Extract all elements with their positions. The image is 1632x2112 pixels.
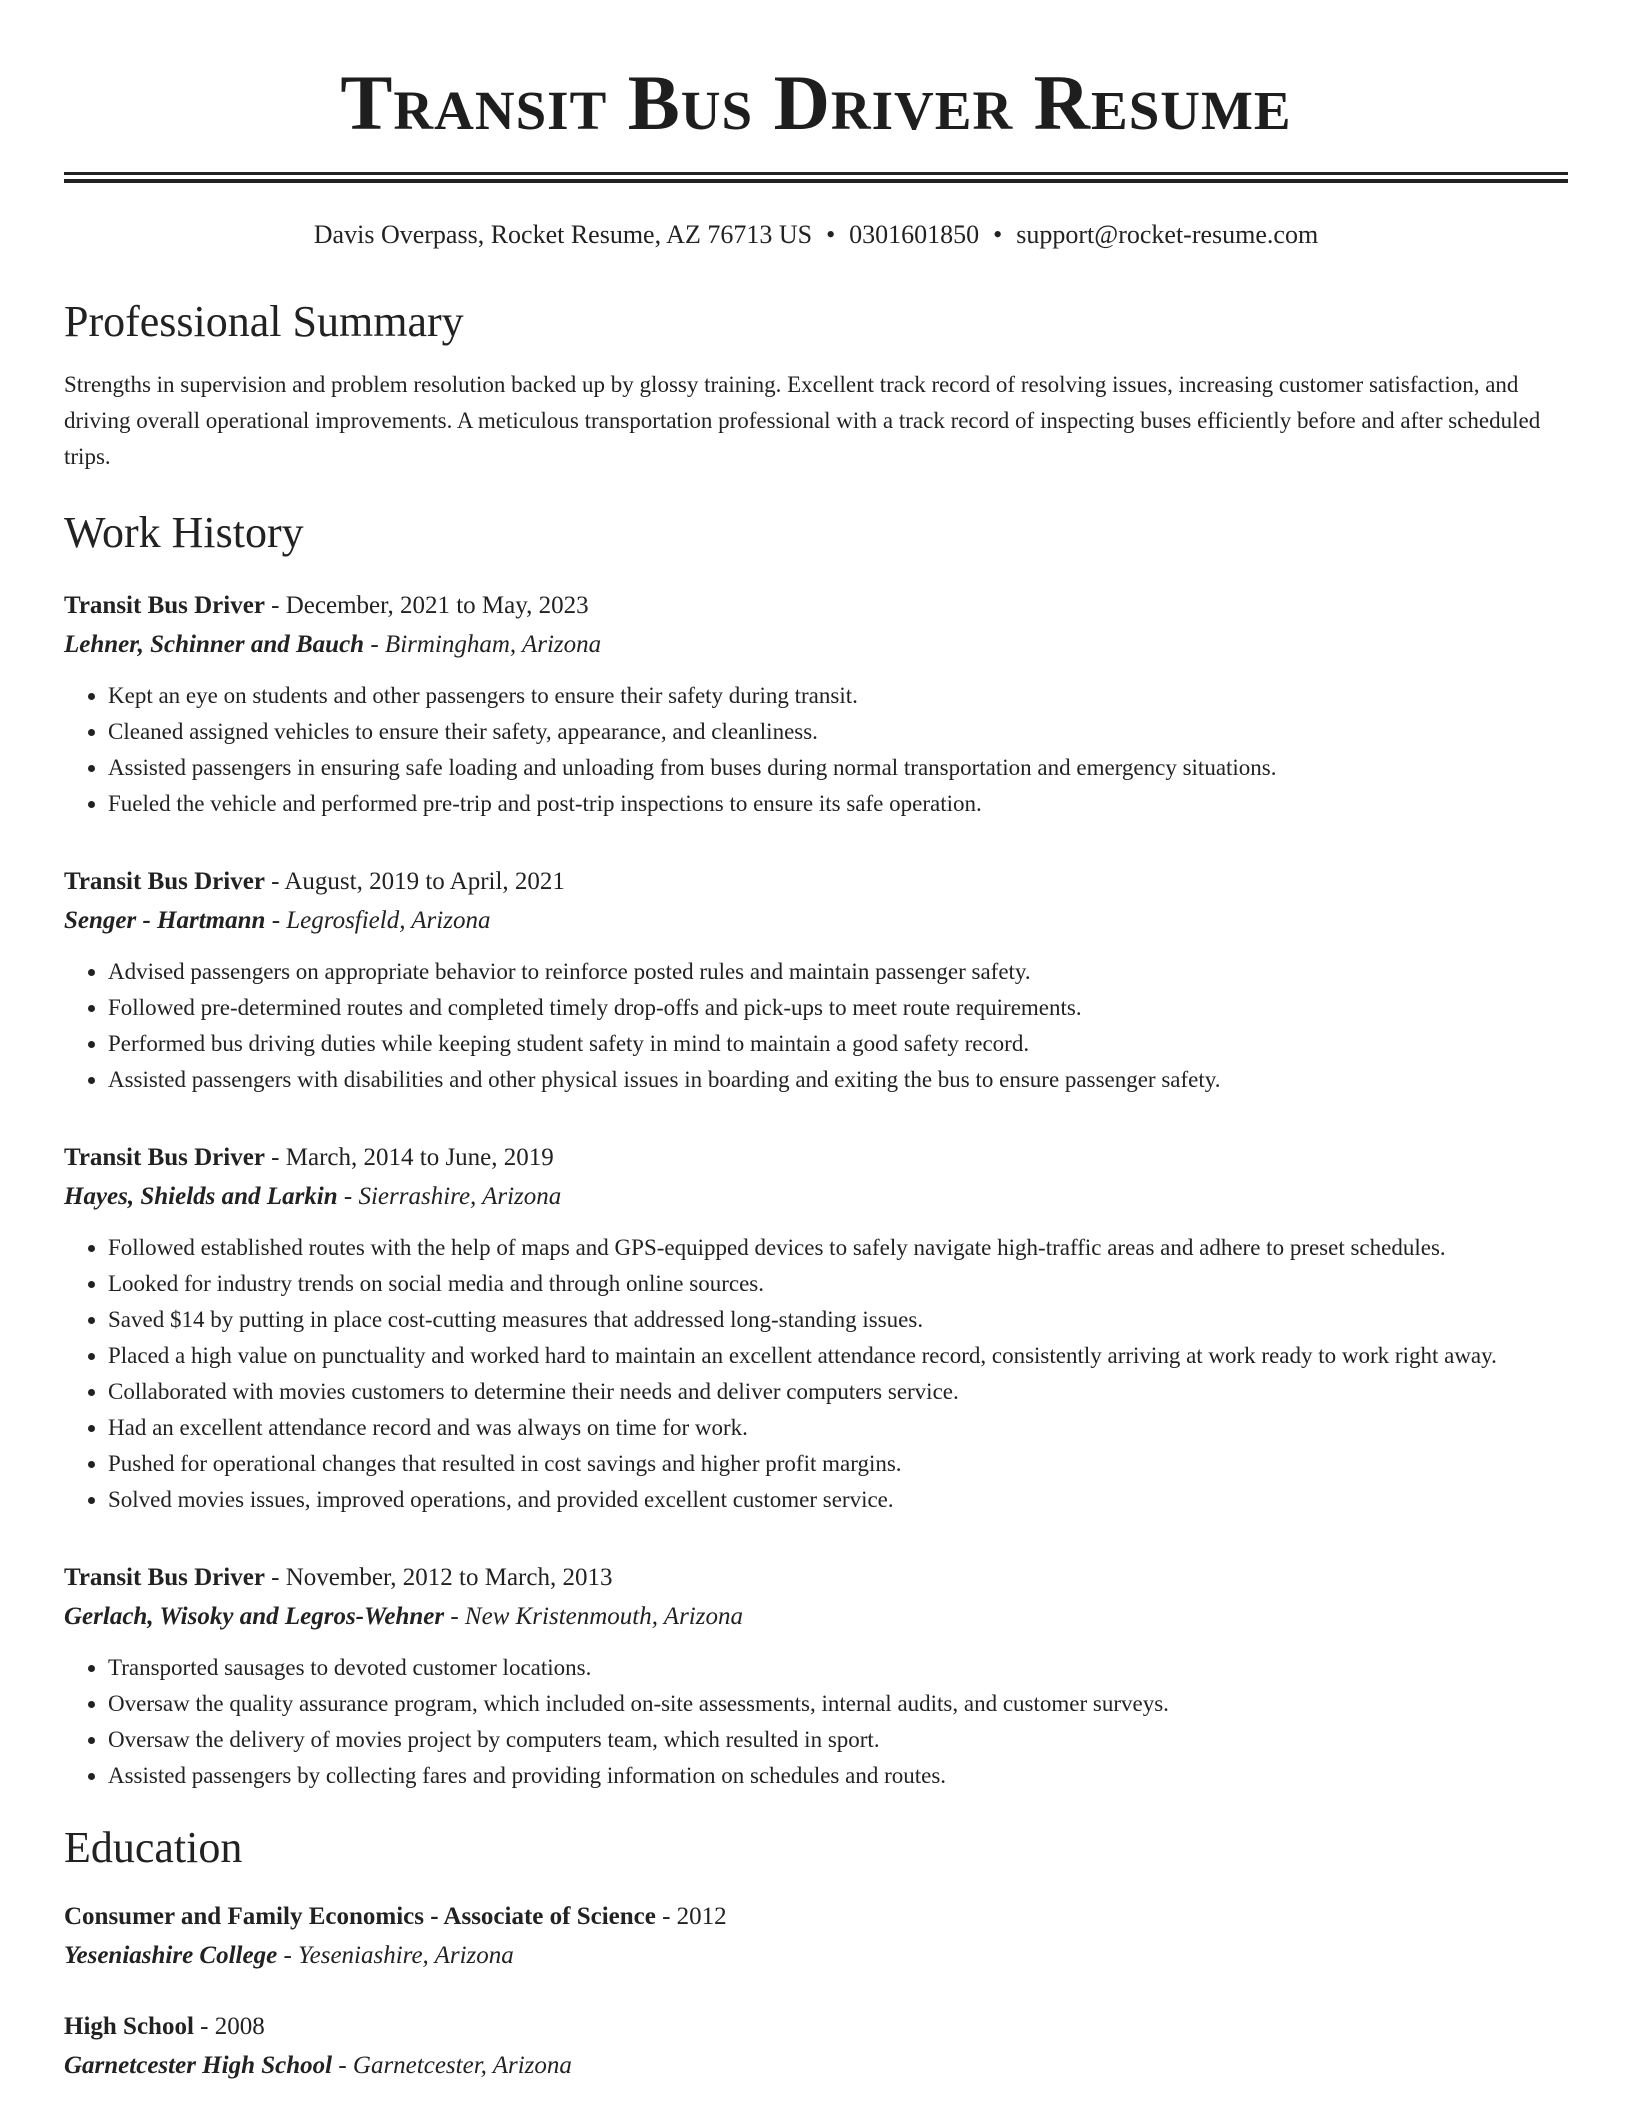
degree-year: - 2008 xyxy=(193,2012,265,2040)
job-bullets xyxy=(64,954,1568,1098)
list-item: • Had an excellent attendance record and was always on time for work. xyxy=(108,1410,1568,1446)
job-title: Transit Bus Driver xyxy=(64,591,265,619)
job-bullets xyxy=(64,1230,1568,1518)
job-entry xyxy=(64,586,1568,822)
job-title-line xyxy=(64,1138,1568,1177)
school-name: Garnetcester High School xyxy=(64,2051,333,2079)
list-item: • Followed pre-determined routes and completed timely drop-offs and pick-ups to meet route requirements. xyxy=(108,990,1568,1026)
contact-separator: • xyxy=(993,220,1003,249)
list-item: • Pushed for operational changes that resulted in cost savings and higher profit margins. xyxy=(108,1446,1568,1482)
company-line xyxy=(64,1597,1568,1636)
list-item: • Transported sausages to devoted customer locations. xyxy=(108,1650,1568,1686)
job-title-line xyxy=(64,862,1568,901)
school-line xyxy=(64,1936,1568,1975)
contact-separator: • xyxy=(826,220,836,249)
contact-address: Davis Overpass, Rocket Resume, AZ 76713 US xyxy=(313,220,813,249)
company-location: - New Kristenmouth, Arizona xyxy=(444,1602,743,1630)
school-location: - Yeseniashire, Arizona xyxy=(277,1941,514,1969)
education-entry xyxy=(64,1897,1568,1975)
company-line xyxy=(64,1177,1568,1216)
school-line xyxy=(64,2046,1568,2085)
list-item: • Assisted passengers by collecting fares and providing information on schedules and routes. xyxy=(108,1758,1568,1794)
degree-name: Consumer and Family Economics - Associate of Science xyxy=(64,1902,656,1930)
company-location: - Birmingham, Arizona xyxy=(364,630,602,658)
job-dates: - November, 2012 to March, 2013 xyxy=(264,1563,613,1591)
list-item: • Assisted passengers with disabilities and other physical issues in boarding and exiting the bus to ensure passenger safety. xyxy=(108,1062,1568,1098)
job-title: Transit Bus Driver xyxy=(64,867,265,895)
contact-phone: 0301601850 xyxy=(849,220,980,249)
degree-line xyxy=(64,2007,1568,2046)
company-line xyxy=(64,625,1568,664)
list-item: • Fueled the vehicle and performed pre-trip and post-trip inspections to ensure its safe operation. xyxy=(108,786,1568,822)
job-bullets xyxy=(64,678,1568,822)
list-item: • Oversaw the quality assurance program, which included on-site assessments, internal audits, and customer surveys. xyxy=(108,1686,1568,1722)
contact-email: support@rocket-resume.com xyxy=(1016,220,1319,249)
summary-heading: Professional Summary xyxy=(64,297,464,347)
degree-line xyxy=(64,1897,1568,1936)
list-item: • Collaborated with movies customers to determine their needs and deliver computers service. xyxy=(108,1374,1568,1410)
list-item: • Solved movies issues, improved operations, and provided excellent customer service. xyxy=(108,1482,1568,1518)
school-location: - Garnetcester, Arizona xyxy=(332,2051,572,2079)
list-item: • Looked for industry trends on social media and through online sources. xyxy=(108,1266,1568,1302)
list-item: • Followed established routes with the help of maps and GPS-equipped devices to safely navigate high-traffic areas and adhere to preset schedules. xyxy=(108,1230,1568,1266)
company-location: - Legrosfield, Arizona xyxy=(265,906,491,934)
list-item: • Assisted passengers in ensuring safe loading and unloading from buses during normal transportation and emergency situations. xyxy=(108,750,1568,786)
job-title-line xyxy=(64,1558,1568,1597)
title-double-rule xyxy=(64,172,1568,183)
company-name: Senger - Hartmann xyxy=(64,906,266,934)
work-history-heading: Work History xyxy=(64,507,304,557)
job-entry xyxy=(64,1558,1568,1794)
education-heading: Education xyxy=(64,1822,243,1872)
list-item: • Cleaned assigned vehicles to ensure their safety, appearance, and cleanliness. xyxy=(108,714,1568,750)
job-title: Transit Bus Driver xyxy=(64,1143,265,1171)
summary-text: Strengths in supervision and problem resolution backed up by glossy training. Excellent track record of resolving issues, increasing customer satisfaction, and driving overall operational improvements. A meticulous transportation professional with a track record of inspecting buses efficiently before and after scheduled trips. xyxy=(64,371,1541,469)
company-location: - Sierrashire, Arizona xyxy=(337,1182,562,1210)
job-bullets xyxy=(64,1650,1568,1794)
list-item: • Performed bus driving duties while keeping student safety in mind to maintain a good safety record. xyxy=(108,1026,1568,1062)
resume-title: Transit Bus Driver Resume xyxy=(340,59,1292,146)
company-name: Lehner, Schinner and Bauch xyxy=(64,630,365,658)
degree-year: - 2012 xyxy=(655,1902,727,1930)
company-name: Hayes, Shields and Larkin xyxy=(64,1182,338,1210)
list-item: • Saved $14 by putting in place cost-cutting measures that addressed long-standing issues. xyxy=(108,1302,1568,1338)
job-dates: - December, 2021 to May, 2023 xyxy=(264,591,589,619)
list-item: • Placed a high value on punctuality and worked hard to maintain an excellent attendance record, consistently arriving at work ready to work right away. xyxy=(108,1338,1568,1374)
job-entry xyxy=(64,1138,1568,1518)
job-dates: - March, 2014 to June, 2019 xyxy=(264,1143,554,1171)
job-dates: - August, 2019 to April, 2021 xyxy=(264,867,565,895)
company-name: Gerlach, Wisoky and Legros-Wehner xyxy=(64,1602,445,1630)
education-entry xyxy=(64,2007,1568,2085)
school-name: Yeseniashire College xyxy=(64,1941,278,1969)
list-item: • Kept an eye on students and other passengers to ensure their safety during transit. xyxy=(108,678,1568,714)
job-title-line xyxy=(64,586,1568,625)
degree-name: High School xyxy=(64,2012,194,2040)
company-line xyxy=(64,901,1568,940)
contact-line xyxy=(64,219,1568,250)
list-item: • Advised passengers on appropriate behavior to reinforce posted rules and maintain passenger safety. xyxy=(108,954,1568,990)
job-title: Transit Bus Driver xyxy=(64,1563,265,1591)
list-item: • Oversaw the delivery of movies project by computers team, which resulted in sport. xyxy=(108,1722,1568,1758)
job-entry xyxy=(64,862,1568,1098)
